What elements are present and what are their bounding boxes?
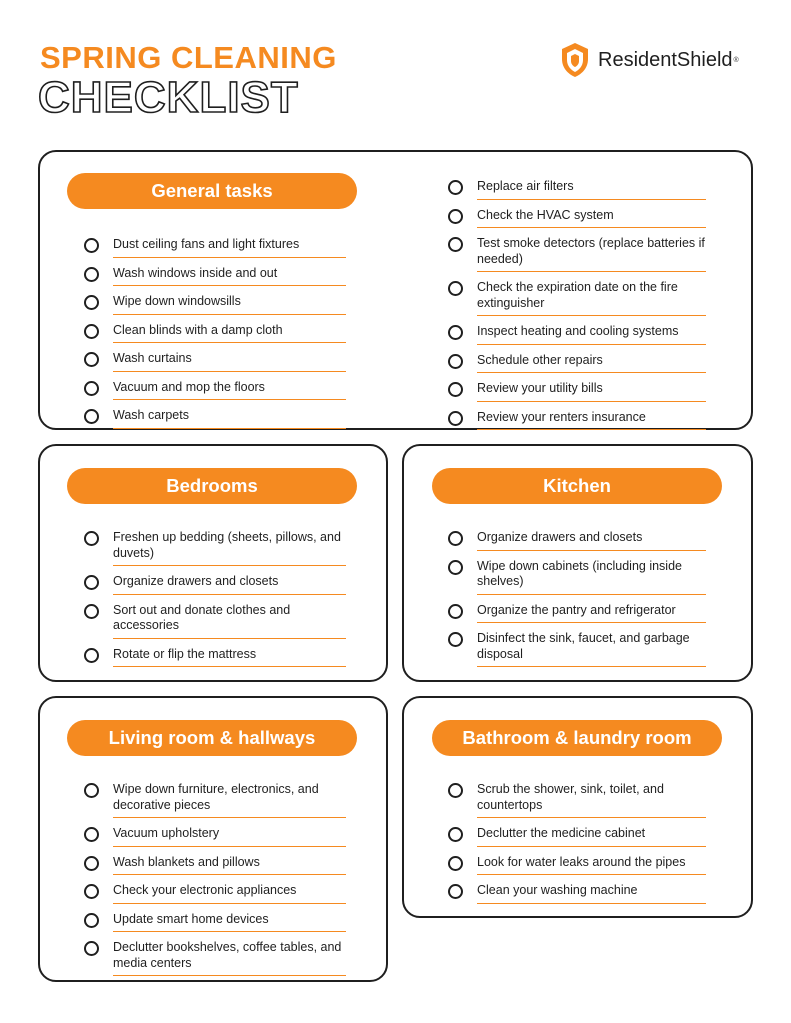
checklist-item-label: Clean blinds with a damp cloth [113,323,346,344]
checklist-item [448,855,706,876]
checklist-item-label: Organize drawers and closets [477,530,706,551]
checkbox-circle-icon[interactable] [448,237,463,252]
checklist-item [448,883,706,904]
checkbox-circle-icon[interactable] [448,354,463,369]
checkbox-circle-icon[interactable] [84,324,99,339]
checklist-item [84,883,346,904]
checkbox-circle-icon[interactable] [84,381,99,396]
checkbox-circle-icon[interactable] [448,531,463,546]
checklist-item-label: Check the expiration date on the fire extinguisher [477,280,706,316]
checklist-item-label: Review your utility bills [477,381,706,402]
checklist-item [84,323,346,344]
checklist-item [84,237,346,258]
checklist-item-label: Scrub the shower, sink, toilet, and countertops [477,782,706,818]
checkbox-circle-icon[interactable] [448,281,463,296]
checklist-item [448,826,706,847]
checklist-item [448,353,706,374]
checklist-item [84,351,346,372]
brand-name: ResidentShield [598,48,733,71]
checkbox-circle-icon[interactable] [84,238,99,253]
checkbox-circle-icon[interactable] [84,267,99,282]
checklist-item-label: Replace air filters [477,179,706,200]
checklist-item-label: Dust ceiling fans and light fixtures [113,237,346,258]
checklist-item-label: Schedule other repairs [477,353,706,374]
checklist-item-label: Vacuum upholstery [113,826,346,847]
general-tasks-left-list [84,237,346,437]
checklist-item-label: Look for water leaks around the pipes [477,855,706,876]
checklist-item [448,236,706,272]
checklist-item-label: Organize the pantry and refrigerator [477,603,706,624]
checklist-item [448,280,706,316]
checklist-item [84,574,346,595]
checklist-item-label: Wipe down cabinets (including inside shelves) [477,559,706,595]
checklist-item [448,559,706,595]
bathroom-list [448,782,706,912]
checklist-item-label: Wipe down windowsills [113,294,346,315]
checkbox-circle-icon[interactable] [448,560,463,575]
checklist-item [84,603,346,639]
checkbox-circle-icon[interactable] [84,409,99,424]
checkbox-circle-icon[interactable] [448,411,463,426]
checklist-item-label: Update smart home devices [113,912,346,933]
checklist-item [84,940,346,976]
checklist-item-label: Declutter bookshelves, coffee tables, and media centers [113,940,346,976]
checklist-item [448,603,706,624]
checklist-item [84,826,346,847]
checklist-item [84,647,346,668]
checkbox-circle-icon[interactable] [84,531,99,546]
checkbox-circle-icon[interactable] [448,209,463,224]
checkbox-circle-icon[interactable] [84,856,99,871]
checklist-item-label: Declutter the medicine cabinet [477,826,706,847]
checkbox-circle-icon[interactable] [448,856,463,871]
brand-registered-mark: ® [733,56,739,64]
checkbox-circle-icon[interactable] [84,648,99,663]
bathroom-heading: Bathroom & laundry room [432,720,722,756]
checklist-item [84,294,346,315]
checkbox-circle-icon[interactable] [84,913,99,928]
checklist-item-label: Wash carpets [113,408,346,429]
general-tasks-heading: General tasks [67,173,357,209]
checklist-item-label: Wash curtains [113,351,346,372]
shield-icon [560,42,590,78]
checklist-item-label: Rotate or flip the mattress [113,647,346,668]
checkbox-circle-icon[interactable] [448,783,463,798]
checklist-item-label: Wipe down furniture, electronics, and decorative pieces [113,782,346,818]
checklist-item [84,408,346,429]
checkbox-circle-icon[interactable] [448,325,463,340]
checklist-item-label: Sort out and donate clothes and accessories [113,603,346,639]
checklist-item [448,324,706,345]
checkbox-circle-icon[interactable] [84,295,99,310]
kitchen-list [448,530,706,675]
checklist-item-label: Clean your washing machine [477,883,706,904]
checkbox-circle-icon[interactable] [448,180,463,195]
checkbox-circle-icon[interactable] [84,783,99,798]
checklist-item-label: Check your electronic appliances [113,883,346,904]
bedrooms-list [84,530,346,675]
checklist-item [448,179,706,200]
title-line-1: SPRING CLEANING [40,40,337,75]
checklist-item [448,410,706,431]
living-room-list [84,782,346,984]
checklist-item-label: Check the HVAC system [477,208,706,229]
checkbox-circle-icon[interactable] [448,632,463,647]
checklist-item-label: Review your renters insurance [477,410,706,431]
checkbox-circle-icon[interactable] [84,884,99,899]
checklist-item [448,631,706,667]
checklist-item-label: Wash windows inside and out [113,266,346,287]
checklist-item [84,912,346,933]
checkbox-circle-icon[interactable] [84,604,99,619]
checklist-item [448,208,706,229]
bedrooms-heading: Bedrooms [67,468,357,504]
checkbox-circle-icon[interactable] [84,827,99,842]
general-tasks-right-list [448,179,706,438]
checkbox-circle-icon[interactable] [84,941,99,956]
checklist-item [84,380,346,401]
checklist-item [448,530,706,551]
checklist-item [448,782,706,818]
checkbox-circle-icon[interactable] [448,382,463,397]
checklist-item [448,381,706,402]
title-line-2: CHECKLIST [38,73,299,122]
brand-logo [560,42,739,78]
living-room-heading: Living room & hallways [67,720,357,756]
checklist-item-label: Test smoke detectors (replace batteries if needed) [477,236,706,272]
checkbox-circle-icon[interactable] [84,575,99,590]
checklist-item-label: Freshen up bedding (sheets, pillows, and duvets) [113,530,346,566]
checklist-item [84,782,346,818]
checklist-item-label: Inspect heating and cooling systems [477,324,706,345]
checklist-item [84,855,346,876]
checkbox-circle-icon[interactable] [448,884,463,899]
checklist-item-label: Vacuum and mop the floors [113,380,346,401]
checkbox-circle-icon[interactable] [84,352,99,367]
checklist-item-label: Organize drawers and closets [113,574,346,595]
checklist-item [84,530,346,566]
checklist-item [84,266,346,287]
checklist-item-label: Wash blankets and pillows [113,855,346,876]
kitchen-heading: Kitchen [432,468,722,504]
checkbox-circle-icon[interactable] [448,604,463,619]
checkbox-circle-icon[interactable] [448,827,463,842]
checklist-item-label: Disinfect the sink, faucet, and garbage disposal [477,631,706,667]
